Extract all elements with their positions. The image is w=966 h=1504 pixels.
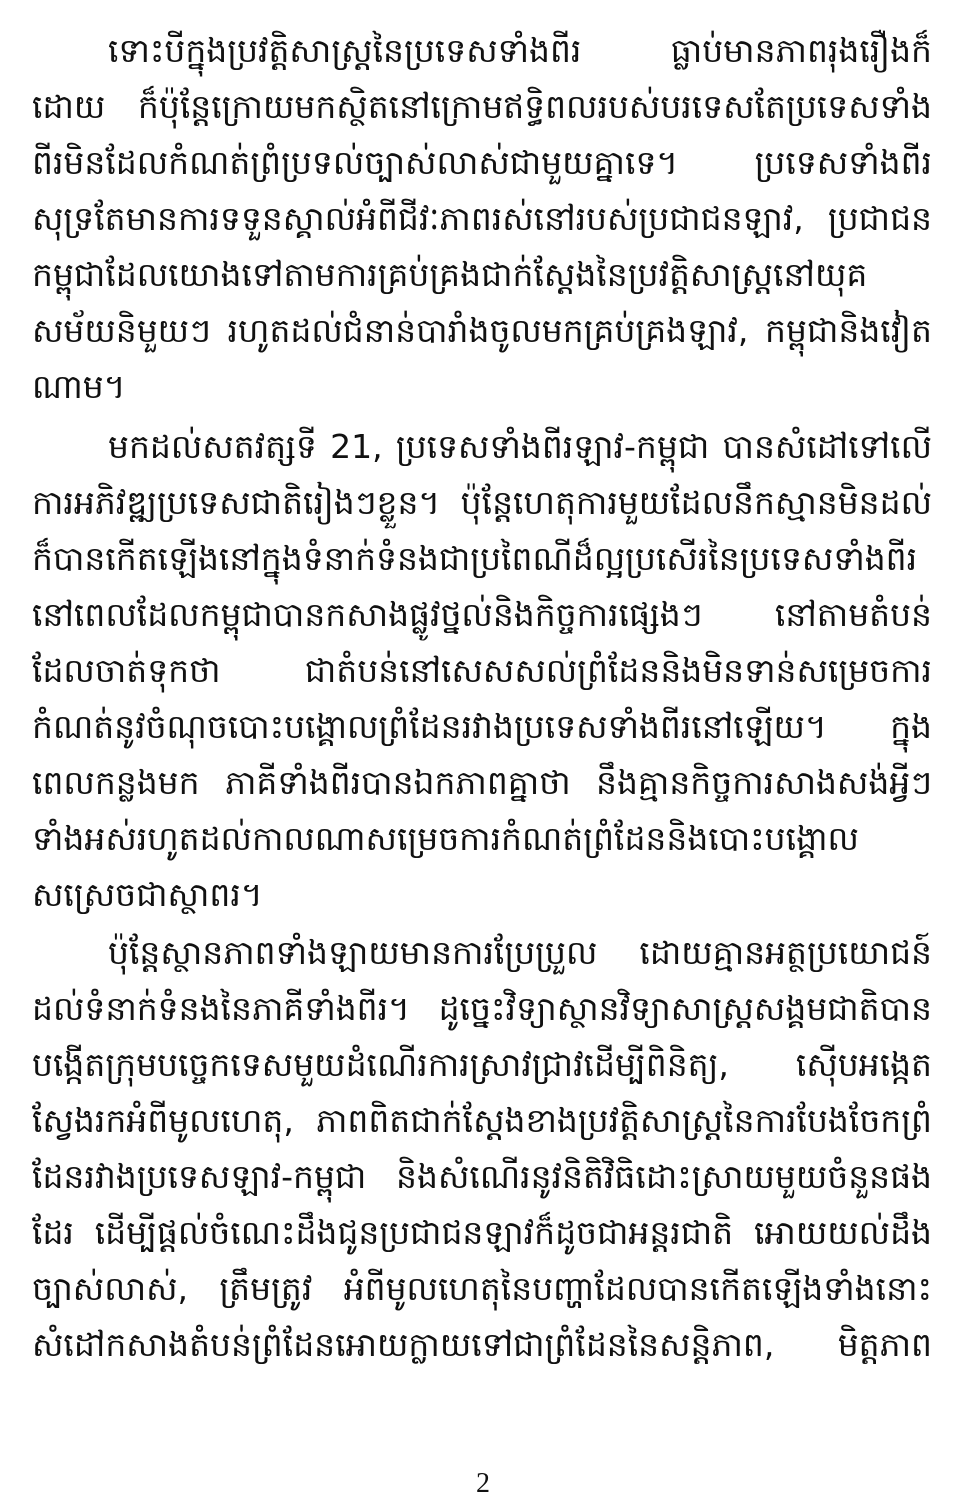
text-line: ដល់ទំនាក់ទំនងនៃភាគីទាំងពីរ។ ដូច្នេះវិទ្យាស្ថានវិទ្យាសាស្ត្រសង្គមជាតិបាន (32, 989, 932, 1028)
text-line: បង្កើតក្រុមបច្ចេកទេសមួយដំណើរការស្រាវជ្រាវដើម្បីពិនិត្យ, ស៊ើបអង្កេត (32, 1045, 932, 1084)
text-line: ទោះបីក្នុងប្រវត្តិសាស្ត្រនៃប្រទេសទាំងពីរ ធ្លាប់មានភាពរុងរឿងក៏ (108, 31, 932, 70)
text-line: កំណត់នូវចំណុចបោះបង្គោលព្រំដែនរវាងប្រទេសទាំងពីរនៅឡើយ។ ក្នុង (32, 707, 932, 746)
text-line: ច្បាស់លាស់, ត្រឹមត្រូវ អំពីមូលហេតុនៃបញ្ហាដែលបានកើតឡើងទាំងនោះ (32, 1269, 932, 1308)
text-line: សម័យនិមួយៗ រហូតដល់ជំនាន់បារាំងចូលមកគ្រប់គ្រងឡាវ, កម្ពុជានិងវៀត (32, 311, 932, 350)
text-line: ដោយ ក៏ប៉ុន្តែក្រោយមកស្ថិតនៅក្រោមឥទ្ធិពលរបស់បរទេសតែប្រទេសទាំង (32, 87, 932, 126)
text-line: សស្រេចជាស្ថាពរ។ (32, 875, 263, 914)
text-line: ដែនរវាងប្រទេសឡាវ-កម្ពុជា និងសំណើរនូវនិតិវិធិដោះស្រាយមួយចំនួនផង (32, 1157, 932, 1196)
text-line: ការអភិវឌ្ឍប្រទេសជាតិរៀងៗខ្លួន។ ប៉ុន្តែហេតុការមួយដែលនឹកស្មានមិនដល់ (32, 483, 932, 522)
text-line: ណាម។ (32, 367, 126, 406)
text-line: នៅពេលដែលកម្ពុជាបានកសាងផ្លូវថ្នល់និងកិច្ចការផ្សេងៗ នៅតាមតំបន់ (32, 595, 932, 634)
text-line: ពីរមិនដែលកំណត់ព្រំប្រទល់ច្បាស់លាស់ជាមួយគ្នាទេ។ ប្រទេសទាំងពីរ (32, 143, 932, 182)
text-line: សុទ្រតែមានការទទួនស្គាល់អំពីជីវៈភាពរស់នៅរបស់ប្រជាជនឡាវ, ប្រជាជន (32, 199, 932, 238)
text-line: កម្ពុជាដែលយោងទៅតាមការគ្រប់គ្រងជាក់ស្តែងនៃប្រវត្តិសាស្ត្រនៅយុគ (32, 255, 868, 294)
text-line: ទាំងអស់រហូតដល់កាលណាសម្រេចការកំណត់ព្រំដែននិងបោះបង្គោល (32, 819, 859, 858)
text-line: ពេលកន្លងមក ភាគីទាំងពីរបានឯកភាពគ្នាថា នឹងគ្មានកិច្ចការសាងសង់អ្វីៗ (32, 763, 932, 802)
text-line: ស្វែងរកអំពីមូលហេតុ, ភាពពិតជាក់ស្តែងខាងប្រវត្តិសាស្ត្រនៃការបែងចែកព្រំ (32, 1101, 932, 1140)
text-line: ដែរ ដើម្បីផ្តល់ចំណេះដឹងជូនប្រជាជនឡាវក៏ដូចជាអន្តរជាតិ អោយយល់ដឹង (32, 1213, 932, 1252)
text-line: ដែលចាត់ទុកថា ជាតំបន់នៅសេសសល់ព្រំដែននិងមិនទាន់សម្រេចការ (32, 651, 932, 690)
text-line: មកដល់សតវត្សទី 21, ប្រទេសទាំងពីរឡាវ-កម្ពុជា បានសំដៅទៅលើ (108, 427, 932, 466)
text-line: សំដៅកសាងតំបន់ព្រំដែនអោយក្លាយទៅជាព្រំដែននៃសន្តិភាព, មិត្តភាព (32, 1325, 932, 1364)
text-line: ប៉ុន្តែស្ថានភាពទាំងឡាយមានការប្រែប្រួល ដោយគ្មានអត្ថប្រយោជន៍ (108, 933, 932, 972)
text-line: ក៏បានកើតឡើងនៅក្នុងទំនាក់ទំនងជាប្រពៃណីដ៏ល្អប្រសើរនៃប្រទេសទាំងពីរ (32, 539, 918, 578)
page-number: 2 (476, 1468, 490, 1499)
